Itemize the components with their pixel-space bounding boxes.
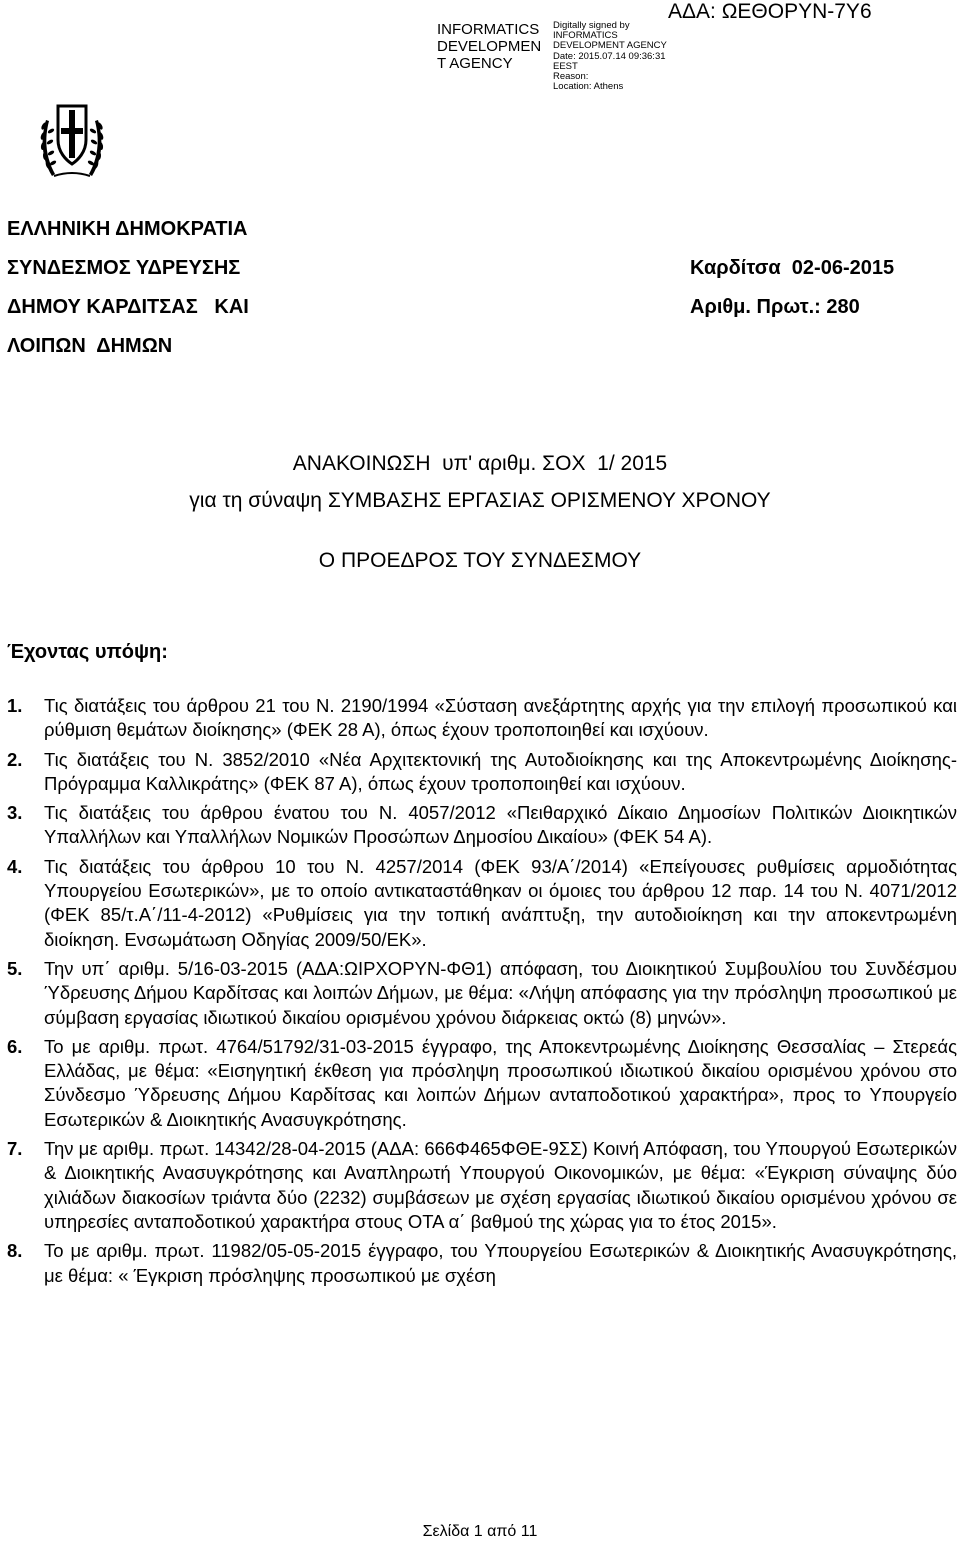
list-item-text: Το με αριθμ. πρωτ. 11982/05-05-2015 έγγραφο, του Υπουργείου Εσωτερικών & Διοικητικής Ανασυγκρότησης, με θέμα: « Έγκριση πρόσληψης προσωπικού με σχέση [44,1240,957,1286]
list-item [7,801,957,850]
list-item-number: 2. [7,748,23,770]
list-item-text: Την με αριθμ. πρωτ. 14342/28-04-2015 (ΑΔΑ: 666Φ465ΦΘΕ-9ΣΣ) Κοινή Απόφαση, του Υπουργού Εσωτερικών & Διοικητικής Ανασυγκρότησης και Αναπληρωτή Υπουργού Οικονομικών, με θέμα: «Έγκριση σύναψης δύο χιλιάδων διακοσίων τριάντα δύο (2232) συμβάσεων με σχέση εργασίας ιδιωτικού δικαίου ορισμένου χρόνου σε υπηρεσίες ανταποδοτικού χαρακτήρα στους ΟΤΑ α΄ βαθμού της χώρας για το έτος 2015». [44,1138,957,1232]
list-item-number: 8. [7,1240,23,1262]
list-item-number: 6. [7,1035,23,1057]
page-number-footer: Σελίδα 1 από 11 [422,1523,538,1540]
republic-title: ΕΛΛΗΝΙΚΗ ΔΗΜΟΚΡΑΤΙΑ [7,218,248,240]
ada-code: ΑΔΑ: ΩΕΘΟΡΥΝ-7Υ6 [668,0,872,23]
list-item [7,1239,957,1288]
signature-detail-line: DEVELOPMENT AGENCY [553,40,667,52]
list-item-number: 1. [7,695,23,716]
signature-detail-line: Location: Athens [553,81,624,93]
signature-org-line: INFORMATICS [437,21,540,38]
signature-detail-line: EEST [553,60,578,72]
list-item [7,748,957,797]
considering-heading: Έχοντας υπόψη: [7,641,168,663]
list-item [7,694,957,743]
organization-line-2: ΔΗΜΟΥ ΚΑΡΔΙΤΣΑΣ ΚΑΙ [7,296,249,318]
list-item [7,957,957,1030]
list-item-text: Τις διατάξεις του άρθρου 21 του Ν. 2190/1994 «Σύσταση ανεξάρτητης αρχής για την επιλογή προσωπικού και ρύθμιση θεμάτων διοίκησης» (ΦΕΚ 28 Α), όπως έχουν τροποποιηθεί και ισχύουν. [44,695,957,741]
list-item [7,1137,957,1234]
list-item-text: Τις διατάξεις του άρθρου ένατου του Ν. 4057/2012 «Πειθαρχικό Δίκαιο Δημοσίων Πολιτικών Διοικητικών Υπαλλήλων και Υπαλλήλων Νομικών Προσώπων Δημοσίου Δικαίου» (ΦΕΚ 54 Α). [44,802,957,848]
signature-detail-line: Digitally signed by [553,20,630,31]
announcement-title: ΑΝΑΚΟΙΝΩΣΗ υπ' αριθμ. ΣΟΧ 1/ 2015 [292,452,668,475]
signature-org-line: DEVELOPMEN [437,38,542,55]
announcement-subtitle: για τη σύναψη ΣΥΜΒΑΣΗΣ ΕΡΓΑΣΙΑΣ ΟΡΙΣΜΕΝΟΥ ΧΡΟΝΟΥ [189,489,771,512]
list-item-number: 5. [7,957,23,979]
signature-detail-line: Reason: [553,71,589,83]
president-heading: Ο ΠΡΟΕΔΡΟΣ ΤΟΥ ΣΥΝΔΕΣΜΟΥ [318,549,642,572]
signature-organization [437,21,549,72]
signature-details [553,21,667,92]
signature-detail-line: Date: 2015.07.14 09:36:31 [553,50,666,62]
considerations-list [7,694,957,1288]
signature-detail-line: INFORMATICS [553,30,618,42]
list-item [7,1035,957,1132]
list-item-text: Τις διατάξεις του άρθρου 10 του Ν. 4257/2014 (ΦΕΚ 93/Α΄/2014) «Επείγουσες ρυθμίσεις αρμοδιότητας Υπουργείου Εσωτερικών», με το οποίο αντικαταστάθηκαν οι όμοιες του άρθρου 12 παρ. 14 του Ν. 4071/2012 (ΦΕΚ 85/τ.Α΄/11-4-2012) «Ρυθμίσεις για την τοπική ανάπτυξη, την αυτοδιοίκηση και την αποκεντρωμένη διοίκηση. Ενσωμάτωση Οδηγίας 2009/50/ΕΚ». [44,855,957,950]
greek-emblem-icon [38,96,106,180]
list-item-text: Την υπ΄ αριθμ. 5/16-03-2015 (ΑΔΑ:ΩΙΡΧΟΡΥΝ-ΦΘ1) απόφαση, του Διοικητικού Συμβουλίου του Συνδέσμου Ύδρευσης Δήμου Καρδίτσας και λοιπών Δήμων, με θέμα: «Λήψη απόφασης για την πρόσληψη προσωπικού με σύμβαση εργασίας ιδιωτικού δικαίου ορισμένου χρόνου διάρκειας οκτώ (8) μηνών». [44,957,957,1028]
organization-line-1: ΣΥΝΔΕΣΜΟΣ ΥΔΡΕΥΣΗΣ [7,257,241,279]
list-item-number: 7. [7,1138,23,1160]
list-item-text: Τις διατάξεις του Ν. 3852/2010 «Νέα Αρχιτεκτονική της Αυτοδιοίκησης και της Αποκεντρωμένης Διοίκησης-Πρόγραμμα Καλλικράτης» (ΦΕΚ 87 Α), όπως έχουν τροποποιηθεί και ισχύουν. [44,748,957,794]
list-item-number: 3. [7,802,23,824]
list-item [7,855,957,952]
protocol-number: Αριθμ. Πρωτ.: 280 [690,296,860,318]
list-item-text: Το με αριθμ. πρωτ. 4764/51792/31-03-2015 έγγραφο, της Αποκεντρωμένης Διοίκησης Θεσσαλίας – Στερεάς Ελλάδας, με θέμα: «Εισηγητική έκθεση για πρόσληψη προσωπικού ιδιωτικού δικαίου ορισμένου χρόνου στο Σύνδεσμο Ύδρευσης Δήμου Καρδίτσας και λοιπών Δήμων ανταποδοτικού χαρακτήρα», προς το Υπουργείο Εσωτερικών & Διοικητικής Ανασυγκρότησης. [44,1035,957,1130]
signature-org-line: T AGENCY [437,55,513,72]
list-item-number: 4. [7,855,23,877]
organization-line-3: ΛΟΙΠΩΝ ΔΗΜΩΝ [7,335,173,357]
place-date: Καρδίτσα 02-06-2015 [690,257,895,279]
